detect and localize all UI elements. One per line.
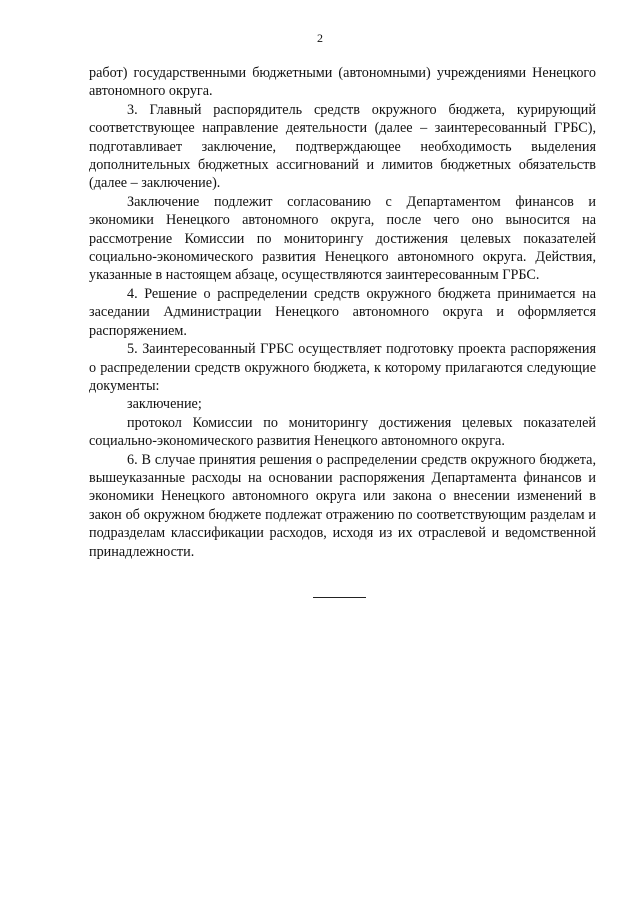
paragraph-item-3: 3. Главный распорядитель средств окружного бюджета, курирующий соответствующее направление деятельности (далее – заинтересованный ГРБС), подготавливает заключение, подтверждающее необходимость выделения дополнительных бюджетных ассигнований и лимитов бюджетных обязательств (далее – заключение). [89,101,596,192]
paragraph-item-5: 5. Заинтересованный ГРБС осуществляет подготовку проекта распоряжения о распределении средств окружного бюджета, к которому прилагаются следующие документы: [89,341,596,394]
paragraph-item-4: 4. Решение о распределении средств окружного бюджета принимается на заседании Администрации Ненецкого автономного округа и оформляется распоряжением. [89,285,596,339]
end-of-document-rule [313,597,366,598]
paragraph-continuation: работ) государственными бюджетными (автономными) учреждениями Ненецкого автономного округа. [89,65,596,100]
page-number: 2 [317,31,323,45]
document-body [89,64,596,561]
document-list-item-conclusion: заключение; [127,396,202,413]
paragraph-conclusion-approval: Заключение подлежит согласованию с Департаментом финансов и экономики Ненецкого автономного округа, после чего оно выносится на рассмотрение Комиссии по мониторингу достижения целевых показателей социально-экономического развития Ненецкого автономного округа. Действия, указанные в настоящем абзаце, осуществляются заинтересованным ГРБС. [89,193,596,284]
document-list-item-protocol: протокол Комиссии по мониторингу достижения целевых показателей социально-экономического развития Ненецкого автономного округа. [89,414,596,450]
paragraph-item-6: 6. В случае принятия решения о распределении средств окружного бюджета, вышеуказанные расходы на основании распоряжения Департамента финансов и экономики Ненецкого автономного округа или закона о внесении изменений в закон об окружном бюджете подлежат отражению по соответствующим разделам и подразделам классификации расходов, исходя из их отраслевой и ведомственной принадлежности. [89,451,596,560]
